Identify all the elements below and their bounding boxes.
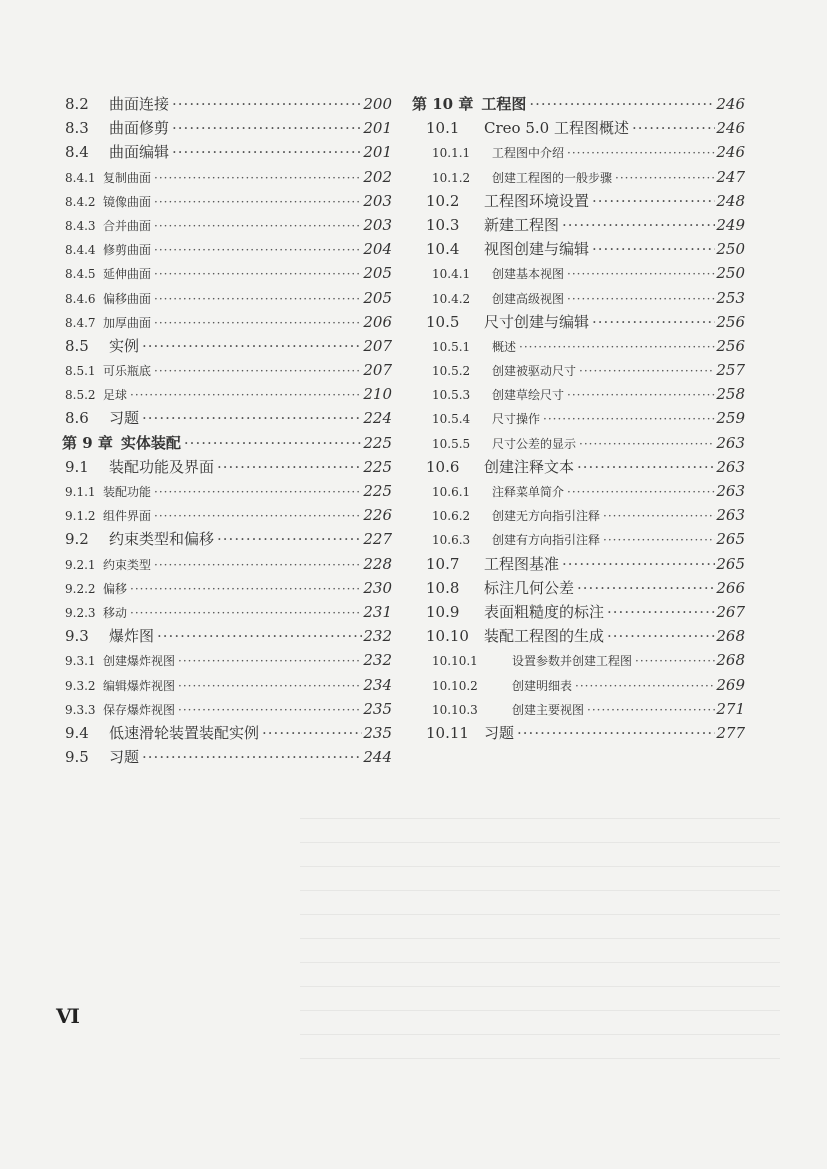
toc-entry-number: 10.4.1 bbox=[432, 267, 471, 282]
toc-entry-number: 8.5 bbox=[65, 336, 89, 355]
toc-entry-number: 10.4.2 bbox=[432, 291, 471, 306]
toc-entry-title: Creo 5.0 工程图概述 bbox=[484, 119, 629, 138]
toc-section-entry bbox=[412, 600, 745, 624]
toc-subsection-entry bbox=[412, 479, 745, 503]
toc-entry-page: 202 bbox=[363, 167, 392, 186]
toc-entry-page: 207 bbox=[363, 361, 392, 380]
toc-entry-title: 修剪曲面 bbox=[103, 243, 152, 258]
toc-entry-number: 8.4.4 bbox=[65, 243, 96, 258]
toc-entry-number: 10.6.3 bbox=[432, 533, 471, 548]
toc-entry-title: 尺寸公差的显示 bbox=[492, 436, 577, 451]
toc-entry-title: 设置参数并创建工程图 bbox=[512, 654, 633, 669]
dot-leader bbox=[564, 287, 715, 310]
toc-entry-page: 257 bbox=[716, 361, 745, 380]
toc-entry-number: 9.3.3 bbox=[65, 702, 96, 717]
toc-entry-page: 200 bbox=[363, 95, 392, 113]
toc-entry-title: 尺寸创建与编辑 bbox=[484, 312, 590, 331]
toc-section-entry bbox=[62, 334, 392, 358]
toc-section-entry bbox=[412, 237, 745, 261]
toc-entry-number: 10.7 bbox=[426, 554, 460, 573]
toc-subsection-entry bbox=[62, 310, 392, 334]
toc-entry-title: 装配功能及界面 bbox=[109, 457, 215, 476]
toc-section-entry bbox=[62, 140, 392, 164]
toc-entry-title: 习题 bbox=[484, 723, 515, 742]
toc-entry-page: 269 bbox=[716, 675, 745, 694]
toc-entry-title: 创建注释文本 bbox=[484, 457, 575, 476]
toc-entry-page: 263 bbox=[716, 482, 745, 500]
toc-subsection-entry bbox=[412, 334, 745, 358]
dot-leader bbox=[151, 359, 362, 382]
toc-entry-number: 8.4.1 bbox=[65, 170, 96, 185]
toc-entry-number: 10.5 bbox=[426, 312, 460, 331]
dot-leader bbox=[259, 721, 362, 745]
toc-entry-page: 232 bbox=[363, 651, 392, 670]
toc-entry-page: 207 bbox=[363, 336, 392, 355]
toc-entry-page: 256 bbox=[716, 336, 745, 355]
toc-entry-title: 标注几何公差 bbox=[484, 578, 575, 597]
toc-entry-page: 277 bbox=[716, 723, 745, 742]
toc-entry-page: 246 bbox=[716, 95, 745, 113]
toc-subsection-entry bbox=[62, 479, 392, 503]
toc-entry-number: 10.5.1 bbox=[432, 339, 471, 354]
dot-leader bbox=[151, 262, 362, 285]
toc-entry-title: 创建主要视图 bbox=[512, 702, 585, 717]
toc-entry-page: 230 bbox=[363, 578, 392, 597]
dot-leader bbox=[181, 431, 362, 455]
dot-leader bbox=[576, 359, 715, 382]
toc-entry-title: 偏移曲面 bbox=[103, 291, 152, 306]
toc-entry-number: 9.5 bbox=[65, 748, 89, 767]
toc-entry-page: 227 bbox=[363, 530, 392, 549]
dot-leader bbox=[632, 649, 715, 672]
toc-entry-title: 实体装配 bbox=[120, 433, 181, 452]
dot-leader bbox=[514, 721, 715, 745]
toc-entry-page: 234 bbox=[363, 675, 392, 694]
toc-entry-page: 246 bbox=[716, 143, 745, 162]
toc-chapter-entry bbox=[412, 92, 745, 116]
dot-leader bbox=[175, 649, 362, 672]
toc-entry-title: 爆炸图 bbox=[109, 627, 155, 646]
dot-leader bbox=[139, 406, 362, 430]
toc-entry-page: 258 bbox=[716, 385, 745, 404]
toc-entry-number: 10.6.2 bbox=[432, 509, 471, 524]
toc-section-entry bbox=[412, 116, 745, 140]
toc-entry-title: 复制曲面 bbox=[103, 170, 152, 185]
toc-section-entry bbox=[62, 455, 392, 479]
toc-entry-page: 203 bbox=[363, 191, 392, 210]
toc-entry-title: 创建有方向指引注释 bbox=[492, 533, 601, 548]
toc-subsection-entry bbox=[412, 648, 745, 672]
toc-entry-title: 创建明细表 bbox=[512, 678, 573, 693]
dot-leader bbox=[151, 553, 362, 576]
toc-subsection-entry bbox=[62, 552, 392, 576]
toc-entry-number: 10.3 bbox=[426, 215, 460, 234]
toc-section-entry bbox=[412, 552, 745, 576]
toc-entry-page: 203 bbox=[363, 215, 392, 234]
toc-subsection-entry bbox=[62, 600, 392, 624]
toc-entry-number: 10.1.2 bbox=[432, 170, 471, 185]
toc-entry-number: 8.4.3 bbox=[65, 218, 96, 233]
toc-entry-number: 10.1.1 bbox=[432, 146, 471, 161]
toc-entry-number: 9.1.1 bbox=[65, 485, 96, 499]
toc-subsection-entry bbox=[412, 697, 745, 721]
toc-entry-page: 204 bbox=[363, 240, 392, 259]
toc-entry-title: 约束类型和偏移 bbox=[109, 530, 215, 549]
toc-entry-page: 210 bbox=[363, 385, 392, 404]
toc-entry-page: 256 bbox=[716, 312, 745, 331]
toc-subsection-entry bbox=[62, 673, 392, 697]
toc-section-entry bbox=[62, 116, 392, 140]
toc-entry-number: 10.5.4 bbox=[432, 412, 471, 427]
dot-leader bbox=[169, 116, 362, 140]
toc-entry-number: 第 9 章 bbox=[62, 433, 113, 452]
toc-entry-number: 9.3 bbox=[65, 627, 89, 646]
dot-leader bbox=[604, 624, 715, 648]
toc-entry-number: 10.6.1 bbox=[432, 485, 471, 499]
toc-entry-title: 创建高级视图 bbox=[492, 291, 565, 306]
toc-entry-number: 9.2.1 bbox=[65, 557, 96, 572]
dot-leader bbox=[574, 455, 715, 479]
dot-leader bbox=[139, 334, 362, 358]
toc-entry-title: 约束类型 bbox=[103, 557, 152, 572]
toc-entry-title: 合并曲面 bbox=[103, 218, 152, 233]
page-number: VI bbox=[56, 1004, 79, 1028]
dot-leader bbox=[564, 141, 715, 164]
toc-entry-page: 246 bbox=[716, 119, 745, 138]
toc-entry-number: 8.2 bbox=[65, 95, 89, 113]
toc-section-entry bbox=[412, 213, 745, 237]
toc-entry-number: 9.2 bbox=[65, 530, 89, 549]
toc-entry-title: 习题 bbox=[109, 409, 140, 428]
toc-entry-title: 镜像曲面 bbox=[103, 194, 152, 209]
dot-leader bbox=[559, 213, 715, 237]
dot-leader bbox=[564, 480, 715, 503]
toc-entry-number: 8.5.2 bbox=[65, 388, 96, 403]
toc-entry-title: 保存爆炸视图 bbox=[103, 702, 176, 717]
toc-entry-title: 曲面编辑 bbox=[109, 143, 170, 162]
toc-entry-page: 225 bbox=[363, 433, 392, 452]
toc-entry-title: 习题 bbox=[109, 748, 140, 767]
toc-entry-number: 10.2 bbox=[426, 191, 460, 210]
toc-section-entry bbox=[412, 455, 745, 479]
toc-entry-title: 工程图基准 bbox=[484, 554, 560, 573]
toc-entry-number: 9.4 bbox=[65, 723, 89, 742]
toc-entry-number: 8.6 bbox=[65, 409, 89, 428]
dot-leader bbox=[540, 407, 715, 430]
dot-leader bbox=[175, 698, 362, 721]
toc-subsection-entry bbox=[62, 189, 392, 213]
toc-entry-number: 10.1 bbox=[426, 119, 460, 138]
toc-entry-number: 8.4.2 bbox=[65, 194, 96, 209]
toc-entry-page: 250 bbox=[716, 240, 745, 259]
toc-entry-page: 271 bbox=[716, 699, 745, 718]
toc-entry-page: 247 bbox=[716, 167, 745, 186]
toc-section-entry bbox=[62, 527, 392, 551]
toc-entry-page: 231 bbox=[363, 602, 392, 621]
toc-section-entry bbox=[412, 310, 745, 334]
toc-entry-page: 263 bbox=[716, 433, 745, 452]
toc-entry-number: 10.5.3 bbox=[432, 388, 471, 403]
toc-section-entry bbox=[62, 406, 392, 430]
toc-entry-title: 创建草绘尺寸 bbox=[492, 388, 565, 403]
dot-leader bbox=[169, 92, 362, 116]
toc-subsection-entry bbox=[412, 358, 745, 382]
toc-entry-number: 10.5.2 bbox=[432, 364, 471, 379]
toc-entry-title: 创建工程图的一般步骤 bbox=[492, 170, 613, 185]
toc-entry-page: 266 bbox=[716, 578, 745, 597]
dot-leader bbox=[516, 335, 715, 358]
toc-subsection-entry bbox=[62, 697, 392, 721]
toc-entry-number: 8.4.5 bbox=[65, 267, 96, 282]
toc-entry-number: 10.10.2 bbox=[432, 678, 478, 693]
toc-section-entry bbox=[62, 624, 392, 648]
toc-entry-title: 装配功能 bbox=[103, 485, 152, 499]
toc-entry-page: 267 bbox=[716, 602, 745, 621]
toc-subsection-entry bbox=[412, 673, 745, 697]
dot-leader bbox=[559, 552, 715, 576]
dot-leader bbox=[214, 455, 362, 479]
toc-entry-number: 10.8 bbox=[426, 578, 460, 597]
toc-entry-title: 移动 bbox=[103, 605, 128, 620]
toc-entry-title: 装配工程图的生成 bbox=[484, 627, 605, 646]
toc-entry-title: 工程图环境设置 bbox=[484, 191, 590, 210]
dot-leader bbox=[151, 480, 362, 503]
dot-leader bbox=[589, 237, 715, 261]
dot-leader bbox=[175, 674, 362, 697]
dot-leader bbox=[600, 528, 715, 551]
toc-left-column bbox=[62, 92, 392, 769]
toc-entry-page: 226 bbox=[363, 506, 392, 525]
toc-subsection-entry bbox=[62, 503, 392, 527]
dot-leader bbox=[127, 383, 362, 406]
toc-section-entry bbox=[412, 624, 745, 648]
toc-entry-number: 9.3.1 bbox=[65, 654, 96, 669]
toc-entry-page: 206 bbox=[363, 312, 392, 331]
dot-leader bbox=[151, 190, 362, 213]
toc-entry-page: 268 bbox=[716, 627, 745, 646]
toc-entry-title: 表面粗糙度的标注 bbox=[484, 602, 605, 621]
toc-entry-title: 延伸曲面 bbox=[103, 267, 152, 282]
toc-subsection-entry bbox=[412, 165, 745, 189]
dot-leader bbox=[151, 311, 362, 334]
dot-leader bbox=[584, 698, 715, 721]
dot-leader bbox=[589, 189, 715, 213]
dot-leader bbox=[564, 262, 715, 285]
toc-entry-page: 224 bbox=[363, 409, 392, 428]
toc-entry-page: 225 bbox=[363, 457, 392, 476]
toc-subsection-entry bbox=[62, 648, 392, 672]
toc-entry-number: 9.1.2 bbox=[65, 509, 96, 524]
toc-entry-title: 尺寸操作 bbox=[492, 412, 541, 427]
toc-entry-number: 10.11 bbox=[426, 723, 469, 742]
toc-entry-page: 263 bbox=[716, 506, 745, 525]
toc-entry-title: 概述 bbox=[492, 339, 517, 354]
toc-entry-number: 9.2.3 bbox=[65, 605, 96, 620]
toc-entry-title: 创建无方向指引注释 bbox=[492, 509, 601, 524]
dot-leader bbox=[127, 601, 362, 624]
toc-entry-page: 253 bbox=[716, 288, 745, 307]
dot-leader bbox=[576, 432, 715, 455]
dot-leader bbox=[564, 383, 715, 406]
toc-entry-number: 10.9 bbox=[426, 602, 460, 621]
toc-entry-title: 工程图 bbox=[481, 95, 527, 113]
toc-chapter-entry bbox=[62, 431, 392, 455]
dot-leader bbox=[574, 576, 715, 600]
dot-leader bbox=[127, 577, 362, 600]
toc-subsection-entry bbox=[62, 286, 392, 310]
toc-entry-page: 265 bbox=[716, 530, 745, 549]
toc-entry-title: 曲面修剪 bbox=[109, 119, 170, 138]
toc-entry-number: 10.10.3 bbox=[432, 702, 478, 717]
dot-leader bbox=[629, 116, 715, 140]
toc-section-entry bbox=[412, 721, 745, 745]
toc-entry-title: 编辑爆炸视图 bbox=[103, 678, 176, 693]
toc-entry-title: 加厚曲面 bbox=[103, 315, 152, 330]
toc-entry-page: 244 bbox=[363, 748, 392, 767]
toc-entry-number: 8.4.7 bbox=[65, 315, 96, 330]
toc-entry-page: 259 bbox=[716, 409, 745, 428]
dot-leader bbox=[151, 504, 362, 527]
toc-section-entry bbox=[62, 92, 392, 116]
toc-entry-number: 8.3 bbox=[65, 119, 89, 138]
toc-entry-number: 8.4 bbox=[65, 143, 89, 162]
dot-leader bbox=[151, 166, 362, 189]
toc-entry-page: 268 bbox=[716, 651, 745, 670]
toc-subsection-entry bbox=[412, 527, 745, 551]
toc-entry-title: 注释菜单简介 bbox=[492, 485, 565, 499]
toc-entry-number: 10.4 bbox=[426, 240, 460, 259]
toc-entry-page: 249 bbox=[716, 215, 745, 234]
toc-entry-page: 263 bbox=[716, 457, 745, 476]
toc-subsection-entry bbox=[412, 431, 745, 455]
toc-subsection-entry bbox=[412, 382, 745, 406]
toc-subsection-entry bbox=[62, 382, 392, 406]
toc-entry-title: 视图创建与编辑 bbox=[484, 240, 590, 259]
toc-entry-title: 组件界面 bbox=[103, 509, 152, 524]
toc-entry-number: 10.5.5 bbox=[432, 436, 471, 451]
toc-subsection-entry bbox=[412, 406, 745, 430]
toc-section-entry bbox=[412, 576, 745, 600]
toc-entry-page: 235 bbox=[363, 723, 392, 742]
toc-subsection-entry bbox=[412, 286, 745, 310]
toc-subsection-entry bbox=[62, 213, 392, 237]
dot-leader bbox=[589, 310, 715, 334]
toc-entry-title: 可乐瓶底 bbox=[103, 364, 152, 379]
toc-entry-page: 235 bbox=[363, 699, 392, 718]
dot-leader bbox=[151, 238, 362, 261]
bleed-through-texture bbox=[300, 800, 780, 1080]
toc-entry-page: 201 bbox=[363, 143, 392, 162]
toc-entry-title: 工程图中介绍 bbox=[492, 146, 565, 161]
toc-entry-number: 10.6 bbox=[426, 457, 460, 476]
toc-entry-title: 曲面连接 bbox=[109, 95, 170, 113]
toc-section-entry bbox=[62, 721, 392, 745]
toc-entry-page: 232 bbox=[363, 627, 392, 646]
toc-entry-number: 10.10 bbox=[426, 627, 469, 646]
toc-entry-page: 225 bbox=[363, 482, 392, 500]
toc-entry-page: 250 bbox=[716, 264, 745, 283]
toc-entry-page: 265 bbox=[716, 554, 745, 573]
toc-subsection-entry bbox=[62, 358, 392, 382]
dot-leader bbox=[139, 745, 362, 769]
toc-entry-page: 205 bbox=[363, 288, 392, 307]
toc-entry-page: 205 bbox=[363, 264, 392, 283]
dot-leader bbox=[572, 674, 715, 697]
dot-leader bbox=[600, 504, 715, 527]
toc-entry-number: 9.1 bbox=[65, 457, 89, 476]
toc-entry-title: 实例 bbox=[109, 336, 140, 355]
dot-leader bbox=[169, 140, 362, 164]
toc-section-entry bbox=[412, 189, 745, 213]
toc-entry-title: 偏移 bbox=[103, 581, 128, 596]
toc-subsection-entry bbox=[412, 503, 745, 527]
toc-right-column bbox=[412, 92, 745, 745]
toc-entry-page: 228 bbox=[363, 554, 392, 573]
toc-entry-page: 201 bbox=[363, 119, 392, 138]
toc-subsection-entry bbox=[62, 165, 392, 189]
toc-entry-number: 第 10 章 bbox=[412, 95, 474, 113]
dot-leader bbox=[612, 166, 715, 189]
toc-subsection-entry bbox=[62, 576, 392, 600]
dot-leader bbox=[154, 624, 362, 648]
toc-entry-number: 9.2.2 bbox=[65, 581, 96, 596]
toc-entry-title: 创建基本视图 bbox=[492, 267, 565, 282]
toc-entry-title: 新建工程图 bbox=[484, 215, 560, 234]
toc-subsection-entry bbox=[62, 261, 392, 285]
dot-leader bbox=[604, 600, 715, 624]
toc-subsection-entry bbox=[62, 237, 392, 261]
toc-entry-title: 创建爆炸视图 bbox=[103, 654, 176, 669]
toc-subsection-entry bbox=[412, 140, 745, 164]
toc-entry-number: 10.10.1 bbox=[432, 654, 478, 669]
toc-section-entry bbox=[62, 745, 392, 769]
dot-leader bbox=[151, 287, 362, 310]
toc-entry-number: 8.5.1 bbox=[65, 364, 96, 379]
toc-entry-title: 低速滑轮装置装配实例 bbox=[109, 723, 260, 742]
toc-entry-number: 9.3.2 bbox=[65, 678, 96, 693]
toc-entry-page: 248 bbox=[716, 191, 745, 210]
toc-entry-title: 足球 bbox=[103, 388, 128, 403]
toc-entry-number: 8.4.6 bbox=[65, 291, 96, 306]
toc-subsection-entry bbox=[412, 261, 745, 285]
dot-leader bbox=[214, 527, 362, 551]
dot-leader bbox=[526, 92, 715, 116]
dot-leader bbox=[151, 214, 362, 237]
toc-entry-title: 创建被驱动尺寸 bbox=[492, 364, 577, 379]
